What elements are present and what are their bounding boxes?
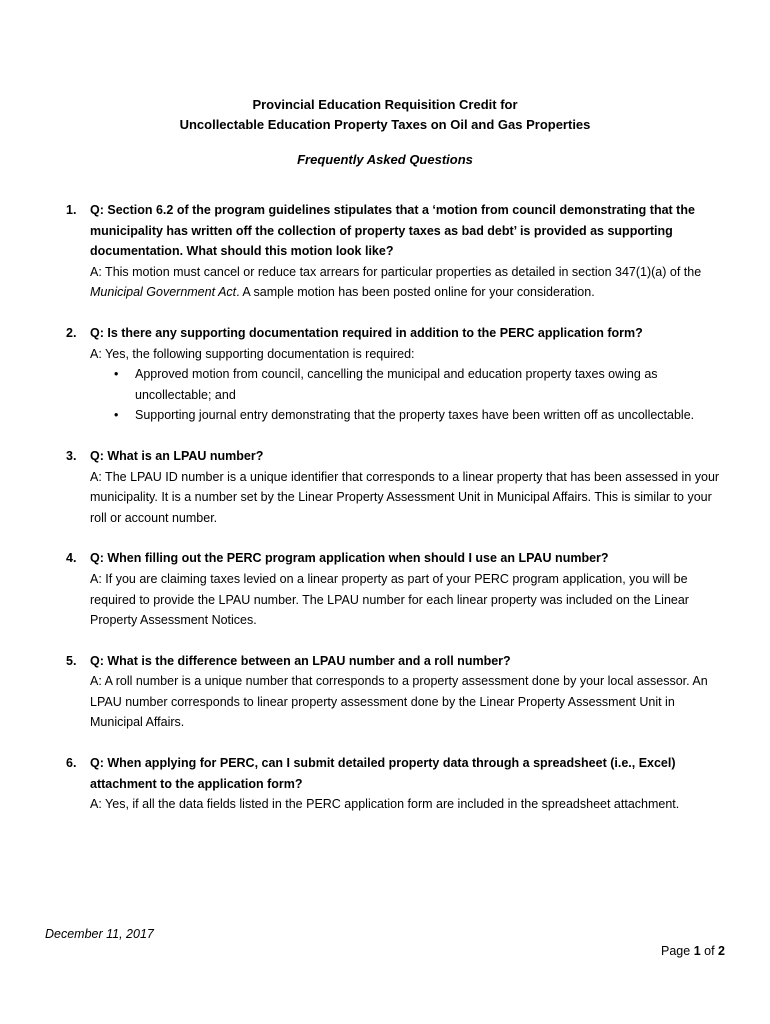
faq-item-3 <box>66 446 731 528</box>
faq-item-5 <box>66 651 731 733</box>
bullet-icon: • <box>114 408 119 423</box>
document-title <box>0 95 770 135</box>
bullet-item <box>114 405 731 426</box>
faq-answer <box>90 262 731 303</box>
page-of: of <box>704 944 715 958</box>
faq-question: Q: When applying for PERC, can I submit detailed property data through a spreadsheet (i.e., Excel) attachment to the application form? <box>90 756 676 791</box>
faq-answer: A: A roll number is a unique number that corresponds to a property assessment done by your local assessor. An LPAU number corresponds to linear property assessment done by the Linear Property Assessment Unit in Municipal Affairs. <box>90 674 708 730</box>
faq-question: Q: Is there any supporting documentation required in addition to the PERC application form? <box>90 325 643 340</box>
faq-item-1 <box>66 200 731 303</box>
bullet-text: Approved motion from council, cancelling the municipal and education property taxes owing as uncollectable; and <box>135 367 658 402</box>
bullet-item <box>114 364 731 405</box>
page-total: 2 <box>718 944 725 958</box>
page-current: 1 <box>693 944 701 958</box>
faq-number: 6. <box>66 756 77 771</box>
faq-number: 1. <box>66 203 77 217</box>
title-line-1: Provincial Education Requisition Credit for <box>252 97 518 112</box>
faq-number: 5. <box>66 653 77 668</box>
faq-question: Q: What is an LPAU number? <box>90 448 264 463</box>
answer-text-end: . A sample motion has been posted online for your consideration. <box>236 285 595 300</box>
faq-answer: A: Yes, the following supporting documentation is required: <box>90 346 415 361</box>
bullet-text: Supporting journal entry demonstrating that the property taxes have been written off as uncollectable. <box>135 408 695 423</box>
faq-answer: A: The LPAU ID number is a unique identifier that corresponds to a linear property that has been assessed in your municipality. It is a number set by the Linear Property Assessment Unit in Municipal Affairs. This is similar to your roll or account number. <box>90 469 720 525</box>
answer-text-start: A: This motion must cancel or reduce tax arrears for particular properties as detailed in section 347(1)(a) of the <box>90 264 702 279</box>
faq-item-6 <box>66 753 731 815</box>
faq-number: 4. <box>66 551 77 566</box>
bullet-list <box>90 364 731 426</box>
faq-question: Q: When filling out the PERC program application when should I use an LPAU number? <box>90 551 609 566</box>
bullet-icon: • <box>114 367 119 382</box>
faq-answer: A: If you are claiming taxes levied on a linear property as part of your PERC program application, you will be required to provide the LPAU number. The LPAU number for each linear property was included on the Linear Property Assessment Notices. <box>90 571 689 628</box>
page-number <box>661 944 725 958</box>
faq-list <box>66 200 731 835</box>
document-subtitle: Frequently Asked Questions <box>297 152 473 167</box>
title-line-2: Uncollectable Education Property Taxes on Oil and Gas Properties <box>179 117 591 132</box>
faq-item-2 <box>66 323 731 426</box>
faq-number: 2. <box>66 325 77 340</box>
faq-question: Q: Section 6.2 of the program guidelines stipulates that a ‘motion from council demonstrating that the municipality has written off the collection of property taxes as bad debt’ is provided as supporting documentation. What should this motion look like? <box>90 203 695 259</box>
footer-date: December 11, 2017 <box>45 927 154 941</box>
faq-number: 3. <box>66 448 77 463</box>
faq-item-4 <box>66 548 731 630</box>
page-label: Page <box>661 944 691 958</box>
faq-question: Q: What is the difference between an LPAU number and a roll number? <box>90 653 511 668</box>
faq-answer: A: Yes, if all the data fields listed in the PERC application form are included in the spreadsheet attachment. <box>90 797 680 812</box>
act-name: Municipal Government Act <box>90 285 237 300</box>
